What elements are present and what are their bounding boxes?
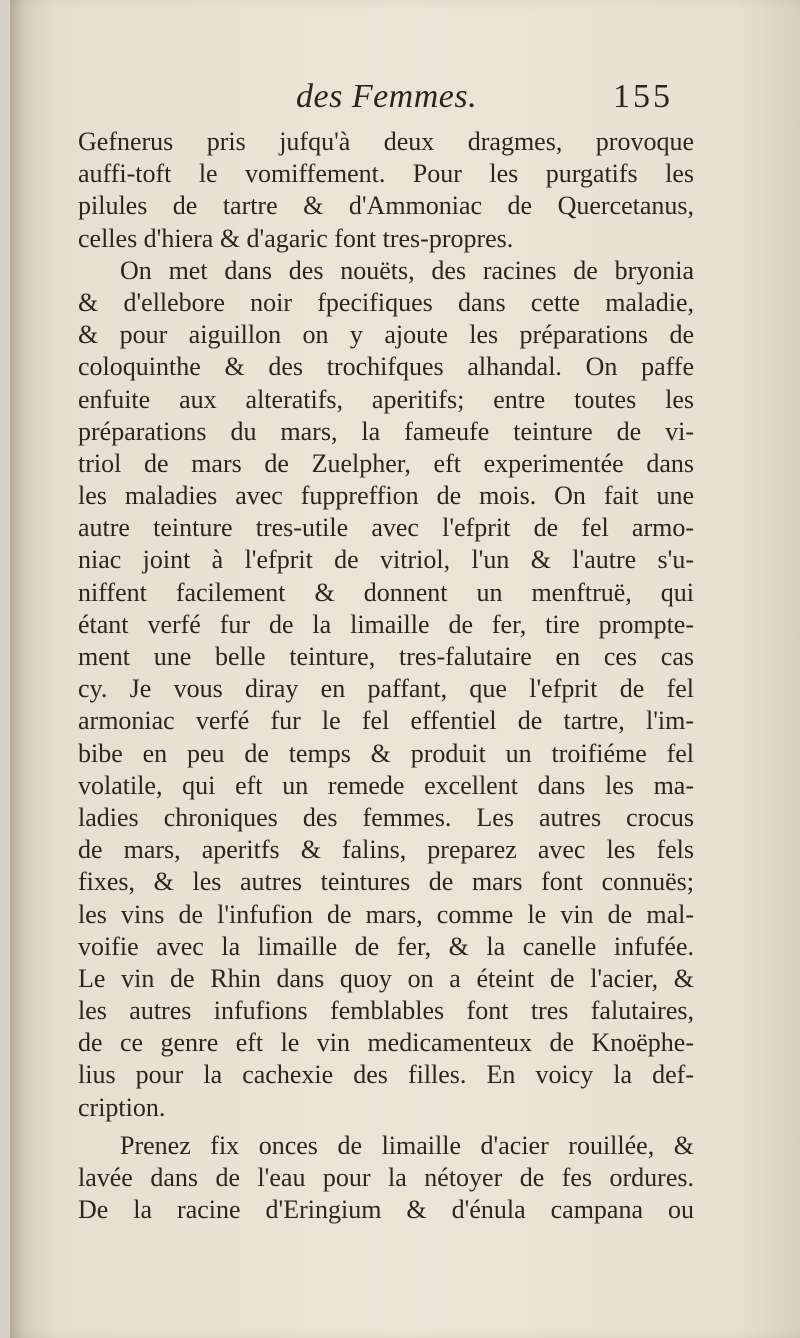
text-line: coloquinthe & des trochifques alhandal. On paffe bbox=[78, 352, 694, 382]
text-line: enfuite aux alteratifs, aperitifs; entre toutes les bbox=[78, 384, 694, 414]
text-line: On met dans des nouëts, des racines de bryonia bbox=[120, 255, 694, 285]
text-line: préparations du mars, la fameufe teinture de vi- bbox=[78, 416, 694, 446]
text-line: Le vin de Rhin dans quoy on a éteint de l'acier, & bbox=[78, 963, 694, 993]
text-line: étant verfé fur de la limaille de fer, tire prompte- bbox=[78, 609, 694, 639]
text-line: Gefnerus pris jufqu'à deux dragmes, provoque bbox=[78, 127, 694, 156]
text-line: fixes, & les autres teintures de mars font connuës; bbox=[78, 867, 694, 897]
text-line: volatile, qui eft un remede excellent dans les ma- bbox=[78, 770, 694, 800]
text-line: auffi-toft le vomiffement. Pour les purgatifs les bbox=[78, 159, 694, 189]
text-line: lavée dans de l'eau pour la nétoyer de fes ordures. bbox=[78, 1163, 694, 1192]
text-line: voifie avec la limaille de fer, & la canelle infufée. bbox=[78, 931, 694, 961]
body-text bbox=[78, 126, 694, 1226]
text-line: niffent facilement & donnent un menftruë, qui bbox=[78, 577, 694, 607]
text-line: triol de mars de Zuelpher, eft experimentée dans bbox=[78, 448, 694, 478]
text-line: cription. bbox=[78, 1092, 166, 1122]
text-line: ladies chroniques des femmes. Les autres crocus bbox=[78, 802, 694, 832]
text-line: ment une belle teinture, tres-falutaire en ces cas bbox=[78, 642, 694, 671]
text-line: les autres infufions femblables font tres falutaires, bbox=[78, 996, 694, 1026]
text-line: armoniac verfé fur le fel effentiel de tartre, l'im- bbox=[78, 706, 694, 736]
text-line: de ce genre eft le vin medicamenteux de Knoëphe- bbox=[78, 1028, 694, 1058]
text-line: De la racine d'Eringium & d'énula campana ou bbox=[78, 1195, 694, 1225]
text-line: Prenez fix onces de limaille d'acier rouillée, & bbox=[120, 1130, 694, 1160]
text-line: pilules de tartre & d'Ammoniac de Quercetanus, bbox=[78, 191, 694, 221]
book-page bbox=[10, 0, 800, 1338]
text-line: les maladies avec fuppreffion de mois. On fait une bbox=[78, 481, 694, 511]
text-line: niac joint à l'efprit de vitriol, l'un & l'autre s'u- bbox=[78, 545, 694, 575]
text-line: & pour aiguillon on y ajoute les préparations de bbox=[78, 320, 694, 350]
text-line: lius pour la cachexie des filles. En voicy la def- bbox=[78, 1060, 694, 1090]
text-line: bibe en peu de temps & produit un troifiéme fel bbox=[78, 738, 694, 768]
text-line: les vins de l'infufion de mars, comme le vin de mal- bbox=[78, 899, 694, 929]
page-number: 155 bbox=[613, 78, 673, 115]
text-line: de mars, aperitfs & falins, preparez avec les fels bbox=[78, 835, 694, 865]
text-line: cy. Je vous diray en paffant, que l'efprit de fel bbox=[78, 674, 694, 704]
text-line: & d'ellebore noir fpecifiques dans cette maladie, bbox=[78, 287, 694, 317]
text-line: celles d'hiera & d'agaric font tres-propres. bbox=[78, 223, 514, 253]
page-header bbox=[10, 78, 800, 128]
text-line: autre teinture tres-utile avec l'efprit de fel armo- bbox=[78, 513, 694, 543]
running-title: des Femmes. bbox=[296, 78, 478, 115]
